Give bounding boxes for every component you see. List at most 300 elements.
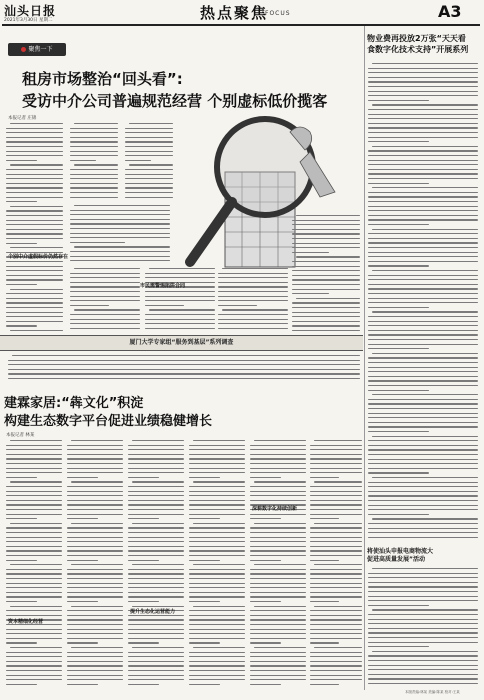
text-line <box>67 661 123 662</box>
text-line <box>128 546 184 547</box>
text-line <box>368 362 478 363</box>
text-line <box>6 652 62 653</box>
text-line <box>6 270 63 271</box>
text-line <box>310 477 339 478</box>
text-line <box>67 656 123 657</box>
text-line <box>6 472 62 473</box>
text-line <box>292 302 360 303</box>
text-line <box>292 293 329 294</box>
text-line <box>128 532 184 533</box>
text-line <box>310 541 362 542</box>
text-line <box>6 629 62 630</box>
text-line <box>6 665 62 666</box>
text-line <box>250 583 306 584</box>
text-line <box>71 523 123 524</box>
text-line <box>218 300 288 301</box>
text-line <box>67 537 123 538</box>
text-line <box>372 394 478 395</box>
text-line <box>310 500 362 501</box>
text-line <box>70 151 118 152</box>
text-line <box>368 380 478 381</box>
text-line <box>310 454 362 455</box>
text-line <box>254 564 306 565</box>
text-line <box>310 560 339 561</box>
text-line <box>132 523 184 524</box>
text-line <box>67 652 123 653</box>
bottom-column-2 <box>67 440 123 688</box>
text-line <box>292 220 360 221</box>
text-line <box>189 587 245 588</box>
text-line <box>292 252 329 253</box>
text-line <box>6 261 63 262</box>
text-line <box>125 178 173 179</box>
text-line <box>292 307 360 308</box>
text-line <box>125 169 173 170</box>
text-line <box>368 468 478 469</box>
text-line <box>372 63 478 64</box>
text-line <box>67 596 123 597</box>
text-line <box>70 155 118 156</box>
text-line <box>6 468 62 469</box>
text-line <box>189 500 245 501</box>
text-line <box>368 210 478 211</box>
text-line <box>6 596 62 597</box>
text-line <box>250 458 306 459</box>
text-line <box>368 132 478 133</box>
text-line <box>6 642 37 643</box>
text-line <box>310 573 362 574</box>
text-line <box>10 206 63 207</box>
text-line <box>6 555 62 556</box>
text-line <box>128 445 184 446</box>
text-line <box>70 223 170 224</box>
text-line <box>67 449 123 450</box>
text-line <box>67 592 123 593</box>
text-line <box>368 573 478 574</box>
text-line <box>67 578 123 579</box>
text-line <box>368 586 478 587</box>
text-line <box>292 233 360 234</box>
text-line <box>67 472 123 473</box>
text-line <box>125 146 173 147</box>
text-line <box>368 123 478 124</box>
text-line <box>70 296 140 297</box>
text-line <box>71 440 123 441</box>
text-line <box>70 178 118 179</box>
text-line <box>250 638 306 639</box>
text-line <box>8 369 360 370</box>
text-line <box>250 445 306 446</box>
text-line <box>70 169 118 170</box>
text-line <box>310 527 362 528</box>
text-line <box>70 219 170 220</box>
text-line <box>6 160 37 161</box>
text-line <box>125 128 173 129</box>
text-line <box>67 569 123 570</box>
text-line <box>292 270 360 271</box>
text-line <box>6 463 62 464</box>
text-line <box>250 491 306 492</box>
text-line <box>368 196 478 197</box>
text-line <box>250 569 306 570</box>
text-line <box>6 224 63 225</box>
text-line <box>189 546 245 547</box>
text-line <box>368 482 478 483</box>
text-line <box>128 468 184 469</box>
text-line <box>128 504 184 505</box>
text-line <box>6 220 63 221</box>
text-line <box>368 334 478 335</box>
text-line <box>10 330 63 331</box>
right-title-line2: 食数字化技术支持”开展系列 <box>367 45 469 54</box>
text-line <box>128 486 184 487</box>
text-line <box>310 596 362 597</box>
text-line <box>128 509 184 510</box>
text-line <box>67 532 123 533</box>
text-line <box>67 541 123 542</box>
text-line <box>6 243 37 244</box>
text-line <box>6 633 62 634</box>
text-line <box>368 344 478 345</box>
text-line <box>250 661 306 662</box>
text-line <box>67 633 123 634</box>
text-line <box>250 656 306 657</box>
text-line <box>368 293 478 294</box>
text-line <box>368 77 478 78</box>
text-line <box>310 518 339 519</box>
text-line <box>10 440 62 441</box>
text-line <box>310 610 362 611</box>
bottom-subhead-2: 提升生态化运营能力 <box>130 609 176 615</box>
text-line <box>250 610 306 611</box>
text-line <box>250 532 306 533</box>
text-line <box>6 546 62 547</box>
text-line <box>189 633 245 634</box>
text-line <box>368 376 478 377</box>
text-line <box>372 568 478 569</box>
text-line <box>218 296 288 297</box>
text-line <box>368 408 478 409</box>
text-line <box>70 210 170 211</box>
text-line <box>128 569 184 570</box>
top-story-column-5 <box>145 268 215 332</box>
text-line <box>6 215 63 216</box>
text-line <box>189 541 245 542</box>
text-line <box>145 319 215 320</box>
bottom-column-4 <box>189 440 245 688</box>
text-line <box>250 468 306 469</box>
text-line <box>310 509 362 510</box>
text-line <box>218 273 288 274</box>
text-line <box>6 178 63 179</box>
text-line <box>250 675 306 676</box>
text-line <box>250 670 306 671</box>
text-line <box>296 298 360 299</box>
text-line <box>368 646 429 647</box>
text-line <box>189 578 245 579</box>
text-line <box>67 619 123 620</box>
text-line <box>250 679 306 680</box>
text-line <box>250 560 281 561</box>
text-line <box>145 305 184 306</box>
text-line <box>67 504 123 505</box>
text-line <box>310 463 362 464</box>
text-line <box>125 137 173 138</box>
text-line <box>292 312 360 313</box>
text-line <box>314 647 362 648</box>
text-line <box>6 587 62 588</box>
text-line <box>250 578 306 579</box>
text-line <box>368 623 478 624</box>
text-line <box>129 164 173 165</box>
text-line <box>368 155 478 156</box>
text-line <box>6 638 62 639</box>
text-line <box>368 674 478 675</box>
text-line <box>189 573 245 574</box>
text-line <box>368 288 478 289</box>
text-line <box>368 445 478 446</box>
text-line <box>310 652 362 653</box>
text-line <box>368 385 478 386</box>
text-line <box>296 256 360 257</box>
text-line <box>193 647 245 648</box>
text-line <box>189 601 220 602</box>
text-line <box>128 601 159 602</box>
text-line <box>6 679 62 680</box>
text-line <box>368 224 429 225</box>
text-line <box>6 560 37 561</box>
text-line <box>292 266 360 267</box>
text-line <box>189 468 245 469</box>
text-line <box>6 573 62 574</box>
text-line <box>70 242 125 243</box>
text-line <box>310 601 339 602</box>
text-line <box>189 550 245 551</box>
text-line <box>132 606 184 607</box>
text-line <box>189 458 245 459</box>
text-line <box>125 160 151 161</box>
text-line <box>128 514 184 515</box>
text-line <box>125 174 173 175</box>
text-line <box>189 491 245 492</box>
text-line <box>67 495 123 496</box>
text-line <box>67 468 123 469</box>
tag-dot-icon <box>21 47 26 52</box>
top-story-column-4 <box>70 268 140 332</box>
text-line <box>314 440 362 441</box>
text-line <box>128 638 184 639</box>
text-line <box>292 289 360 290</box>
text-line <box>368 505 478 506</box>
text-line <box>368 422 478 423</box>
text-line <box>368 582 478 583</box>
text-line <box>125 151 173 152</box>
text-line <box>6 210 63 211</box>
text-line <box>6 532 62 533</box>
text-line <box>254 481 306 482</box>
top-story-column-3 <box>125 123 173 203</box>
text-line <box>368 390 429 391</box>
text-line <box>128 624 184 625</box>
text-line <box>74 123 118 124</box>
text-line <box>368 206 478 207</box>
right-title <box>367 33 481 55</box>
text-line <box>6 293 63 294</box>
text-line <box>6 128 63 129</box>
text-line <box>6 298 63 299</box>
text-line <box>250 541 306 542</box>
text-line <box>6 578 62 579</box>
text-line <box>128 495 184 496</box>
text-line <box>250 463 306 464</box>
text-line <box>222 309 288 310</box>
text-line <box>10 523 62 524</box>
text-line <box>314 481 362 482</box>
text-line <box>128 463 184 464</box>
right-subtitle <box>367 548 433 564</box>
top-story-column-7 <box>292 215 360 332</box>
text-line <box>372 229 478 230</box>
text-line <box>368 160 478 161</box>
text-line <box>6 192 63 193</box>
text-line <box>6 307 63 308</box>
text-line <box>310 445 362 446</box>
text-line <box>368 614 478 615</box>
text-line <box>6 509 62 510</box>
text-line <box>12 355 360 356</box>
text-line <box>292 279 360 280</box>
text-line <box>368 91 478 92</box>
text-line <box>250 449 306 450</box>
text-line <box>193 523 245 524</box>
text-line <box>368 215 478 216</box>
text-line <box>67 445 123 446</box>
text-line <box>189 583 245 584</box>
text-line <box>71 481 123 482</box>
text-line <box>6 238 63 239</box>
text-line <box>70 228 170 229</box>
text-line <box>250 486 306 487</box>
text-line <box>250 477 281 478</box>
text-line <box>372 353 478 354</box>
top-story-column-6 <box>218 268 288 332</box>
text-line <box>70 328 140 329</box>
text-line <box>250 550 306 551</box>
text-line <box>70 251 170 252</box>
text-line <box>145 328 215 329</box>
text-line <box>250 454 306 455</box>
text-line <box>128 679 184 680</box>
text-line <box>189 684 220 685</box>
text-line <box>250 665 306 666</box>
text-line <box>368 417 478 418</box>
text-line <box>292 238 360 239</box>
text-line <box>250 619 306 620</box>
text-line <box>254 440 306 441</box>
text-line <box>125 197 173 198</box>
right-subtitle-line2: 促进高质量发展”活动 <box>367 556 425 563</box>
text-line <box>368 459 478 460</box>
text-line <box>368 495 478 496</box>
text-line <box>368 275 478 276</box>
text-line <box>189 652 245 653</box>
text-line <box>67 601 98 602</box>
text-line <box>292 316 360 317</box>
text-line <box>6 137 63 138</box>
text-line <box>310 624 362 625</box>
text-line <box>310 615 362 616</box>
text-line <box>67 560 98 561</box>
text-line <box>6 454 62 455</box>
text-line <box>368 261 478 262</box>
text-line <box>310 569 362 570</box>
text-line <box>10 289 63 290</box>
text-line <box>6 233 63 234</box>
section-title: 热点聚焦 <box>200 4 269 22</box>
text-line <box>368 233 478 234</box>
text-line <box>193 440 245 441</box>
text-line <box>368 302 478 303</box>
text-line <box>6 321 63 322</box>
text-line <box>314 564 362 565</box>
text-line <box>8 378 360 379</box>
text-line <box>67 458 123 459</box>
top-subhead-2: 市民需警惕陷阱合同 <box>140 283 186 289</box>
text-line <box>128 527 184 528</box>
bottom-subhead-3: 深耕数字化持续创新 <box>252 506 298 512</box>
text-line <box>189 569 245 570</box>
text-line <box>6 229 63 230</box>
text-line <box>125 192 173 193</box>
text-line <box>368 596 478 597</box>
text-line <box>67 610 123 611</box>
text-line <box>6 312 63 313</box>
top-subhead-1: 个别中介虚假标价仍然存在 <box>8 254 69 260</box>
text-line <box>128 560 159 561</box>
text-line <box>128 537 184 538</box>
text-line <box>132 481 184 482</box>
text-line <box>254 523 306 524</box>
text-line <box>368 454 478 455</box>
text-line <box>70 286 140 287</box>
text-line <box>310 491 362 492</box>
bottom-headline-line2: 构建生态数字平台促进业绩稳健增长 <box>4 414 213 429</box>
text-line <box>8 364 360 365</box>
text-line <box>372 146 478 147</box>
section-tag <box>8 43 66 56</box>
text-line <box>132 440 184 441</box>
text-line <box>6 132 63 133</box>
text-line <box>292 261 360 262</box>
text-line <box>145 323 215 324</box>
text-line <box>128 656 184 657</box>
top-headline-line2: 受访中介公司普遍规范经营 个别虚标低价揽客 <box>22 92 328 110</box>
text-line <box>6 527 62 528</box>
text-line <box>145 291 215 292</box>
text-line <box>6 151 63 152</box>
text-line <box>6 266 63 267</box>
text-line <box>368 137 478 138</box>
text-line <box>189 454 245 455</box>
text-line <box>70 260 170 261</box>
text-line <box>292 224 360 225</box>
text-line <box>310 546 362 547</box>
text-line <box>368 523 478 524</box>
text-line <box>70 141 118 142</box>
text-line <box>74 205 170 206</box>
text-line <box>132 647 184 648</box>
text-line <box>70 256 170 257</box>
